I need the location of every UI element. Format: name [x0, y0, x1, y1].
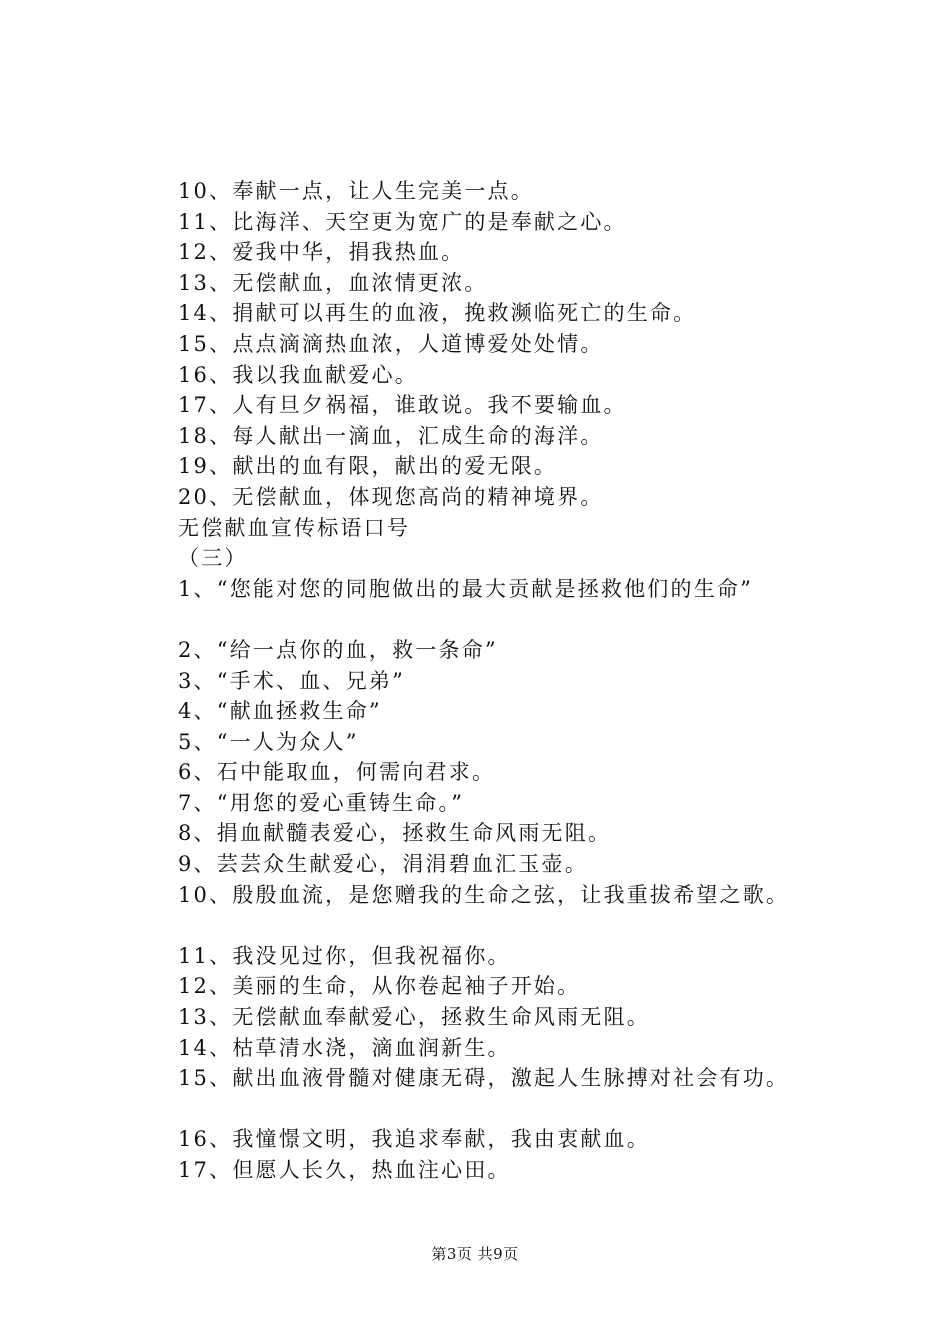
- text-line: 4、“献血拯救生命”: [178, 699, 382, 724]
- text-line: 10、殷殷血流，是您赠我的生命之弦，让我重拔希望之歌。: [178, 882, 790, 907]
- text-line: 18、每人献出一滴血，汇成生命的海洋。: [178, 423, 604, 448]
- text-line: 2、“给一点你的血，救一条命”: [178, 637, 498, 662]
- text-line: 14、枯草清水浇，滴血润新生。: [178, 1035, 511, 1060]
- text-line: （三）: [178, 546, 248, 571]
- text-line: 16、我憧憬文明，我追求奉献，我由衷献血。: [178, 1127, 650, 1152]
- text-line: 8、捐血献髓表爱心，拯救生命风雨无阻。: [178, 821, 612, 846]
- text-line: 20、无偿献血，体现您高尚的精神境界。: [178, 484, 604, 509]
- document-body: [178, 176, 918, 1186]
- blank-line: [178, 604, 918, 635]
- text-line: 6、石中能取血，何需向君求。: [178, 760, 496, 785]
- text-line: 14、捐献可以再生的血液，挽救濒临死亡的生命。: [178, 301, 697, 326]
- text-line: 1、“您能对您的同胞做出的最大贡献是拯救他们的生命”: [178, 576, 754, 601]
- text-line: 17、人有旦夕祸福，谁敢说。我不要输血。: [178, 393, 627, 418]
- page-footer: 第3页 共9页: [431, 1245, 519, 1263]
- text-line: 7、“用您的爱心重铸生命。”: [178, 790, 465, 815]
- text-line: 15、献出血液骨髓对健康无碍，激起人生脉搏对社会有功。: [178, 1066, 790, 1091]
- text-line: 12、美丽的生命，从你卷起袖子开始。: [178, 974, 581, 999]
- text-line: 16、我以我血献爱心。: [178, 362, 418, 387]
- text-line: 17、但愿人长久，热血注心田。: [178, 1158, 511, 1182]
- text-line: 11、我没见过你，但我祝福你。: [178, 943, 511, 968]
- text-line: 3、“手术、血、兄弟”: [178, 668, 406, 693]
- text-line: 15、点点滴滴热血浓，人道博爱处处情。: [178, 331, 604, 356]
- blank-line: [178, 910, 918, 941]
- text-line: 11、比海洋、天空更为宽广的是奉献之心。: [178, 209, 627, 234]
- blank-line: [178, 1094, 918, 1125]
- text-line: 5、“一人为众人”: [178, 729, 359, 754]
- text-line: 13、无偿献血奉献爱心，拯救生命风雨无阻。: [178, 1005, 650, 1030]
- text-line: 13、无偿献血，血浓情更浓。: [178, 270, 488, 295]
- text-line: 9、芸芸众生献爱心，涓涓碧血汇玉壶。: [178, 852, 588, 877]
- text-line: 19、献出的血有限，献出的爱无限。: [178, 454, 558, 479]
- text-line: 10、奉献一点，让人生完美一点。: [178, 179, 534, 203]
- text-line: 12、爱我中华，捐我热血。: [178, 240, 465, 265]
- text-line: 无偿献血宣传标语口号: [178, 515, 410, 540]
